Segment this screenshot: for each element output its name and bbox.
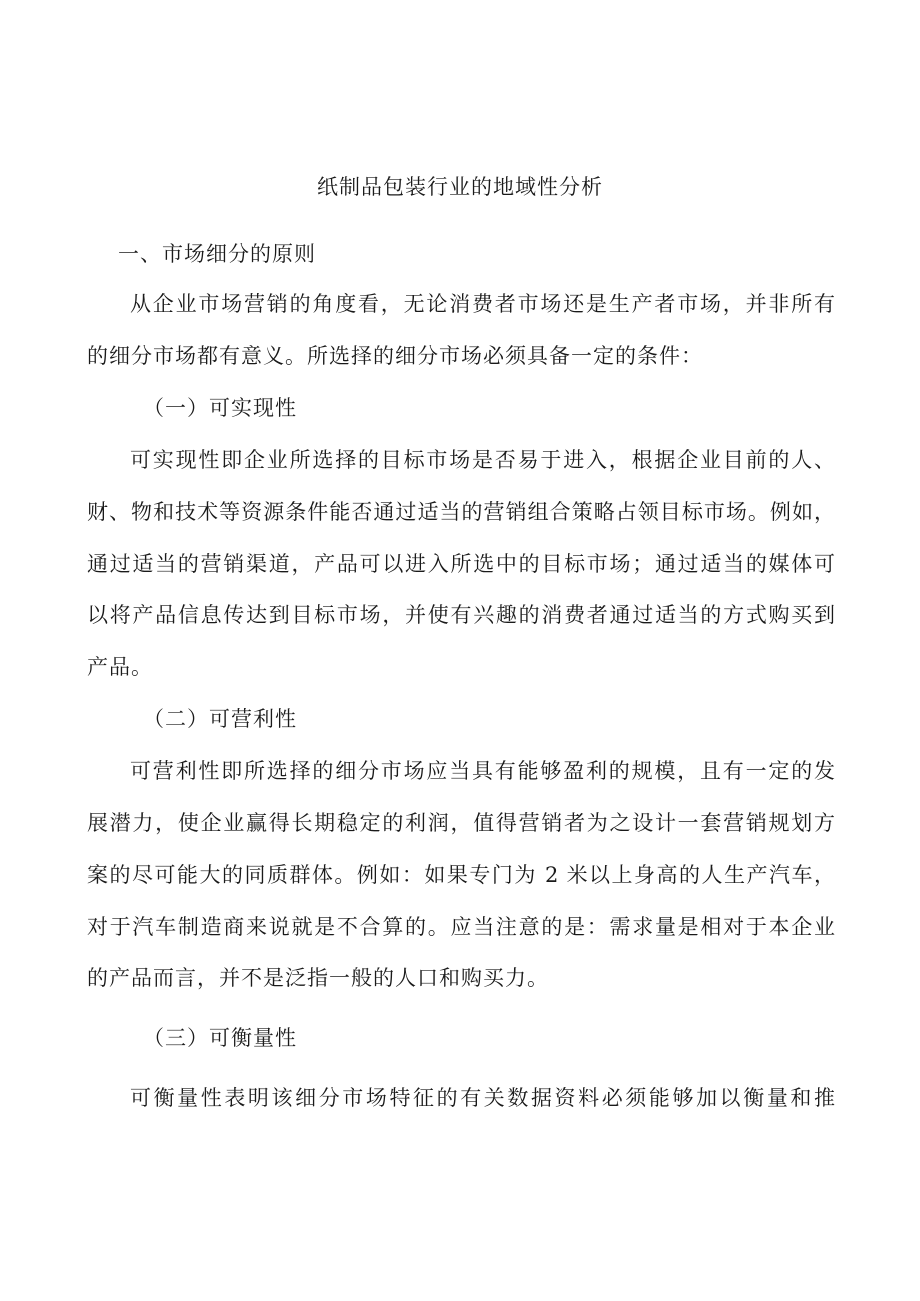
paragraph-line: 财、物和技术等资源条件能否通过适当的营销组合策略占领目标市场。例如，: [87, 500, 835, 524]
paragraph-line: 案的尽可能大的同质群体。例如：如果专门为 2 米以上身高的人生产汽车，: [87, 863, 835, 887]
document-title: 纸制品包装行业的地域性分析: [317, 175, 603, 199]
subheading-profitability: （二）可营利性: [143, 707, 297, 731]
subheading-measurability: （三）可衡量性: [143, 1026, 297, 1050]
paragraph-line: 展潜力，使企业赢得长期稳定的利润，值得营销者为之设计一套营销规划方: [87, 811, 835, 835]
paragraph-line: 以将产品信息传达到目标市场，并使有兴趣的消费者通过适当的方式购买到: [87, 603, 835, 627]
paragraph-line: 可衡量性表明该细分市场特征的有关数据资料必须能够加以衡量和推: [130, 1086, 835, 1110]
paragraph-line: 可营利性即所选择的细分市场应当具有能够盈利的规模，且有一定的发: [130, 759, 835, 783]
subheading-feasibility: （一）可实现性: [143, 396, 297, 420]
paragraph-line: 通过适当的营销渠道，产品可以进入所选中的目标市场；通过适当的媒体可: [87, 552, 835, 576]
paragraph-line: 的细分市场都有意义。所选择的细分市场必须具备一定的条件：: [87, 344, 703, 368]
paragraph-line: 可实现性即企业所选择的目标市场是否易于进入，根据企业目前的人、: [130, 448, 835, 472]
paragraph-line: 产品。: [87, 655, 153, 679]
section-heading-principles: 一、市场细分的原则: [118, 242, 316, 266]
paragraph-line: 的产品而言，并不是泛指一般的人口和购买力。: [87, 966, 549, 990]
paragraph-line: 从企业市场营销的角度看，无论消费者市场还是生产者市场，并非所有: [130, 292, 835, 316]
paragraph-line: 对于汽车制造商来说就是不合算的。应当注意的是：需求量是相对于本企业: [87, 915, 835, 939]
